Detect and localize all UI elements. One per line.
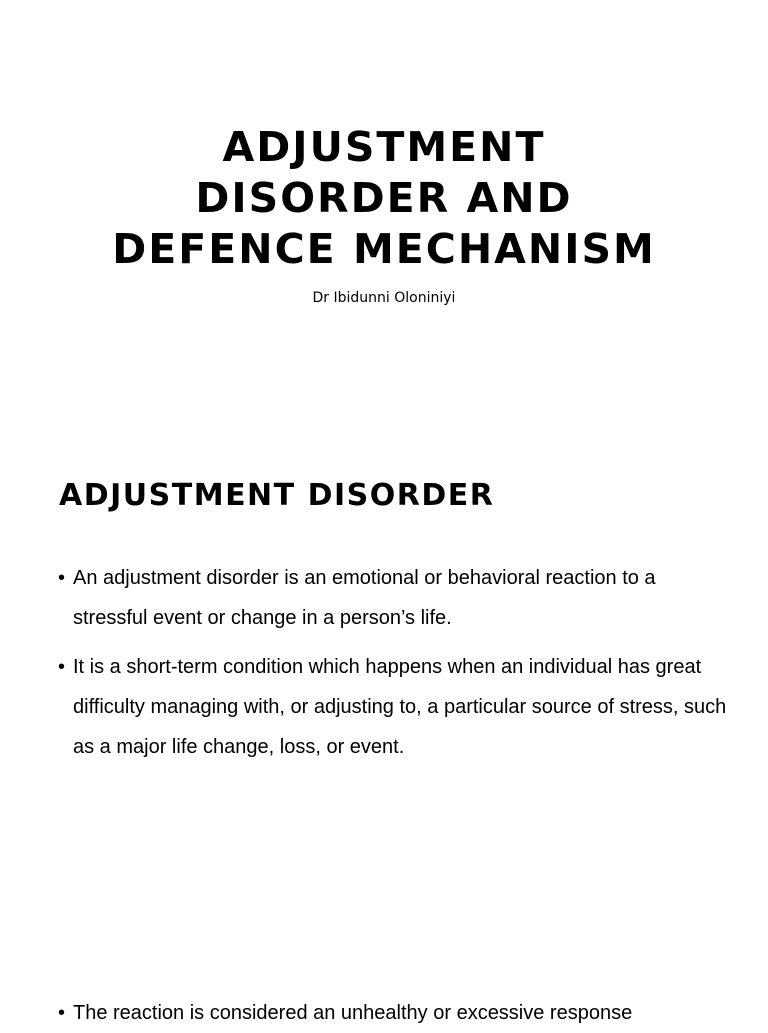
section-heading: ADJUSTMENT DISORDER [59, 478, 495, 513]
bullet-item: • The reaction is considered an unhealthy or excessive response [58, 993, 733, 1033]
slide-title [0, 122, 768, 275]
title-line: DISORDER AND [195, 174, 573, 222]
author-name: Dr Ibidunni Oloniniyi [312, 290, 456, 306]
title-line: DEFENCE MECHANISM [112, 225, 656, 273]
bullet-item: • It is a short-term condition which happens when an individual has great difficulty managing with, or adjusting to, a particular source of stress, such as a major life change, loss, or event. [58, 647, 733, 767]
title-line: ADJUSTMENT [222, 123, 546, 171]
bullet-item: • An adjustment disorder is an emotional or behavioral reaction to a stressful event or change in a person’s life. [58, 558, 733, 638]
